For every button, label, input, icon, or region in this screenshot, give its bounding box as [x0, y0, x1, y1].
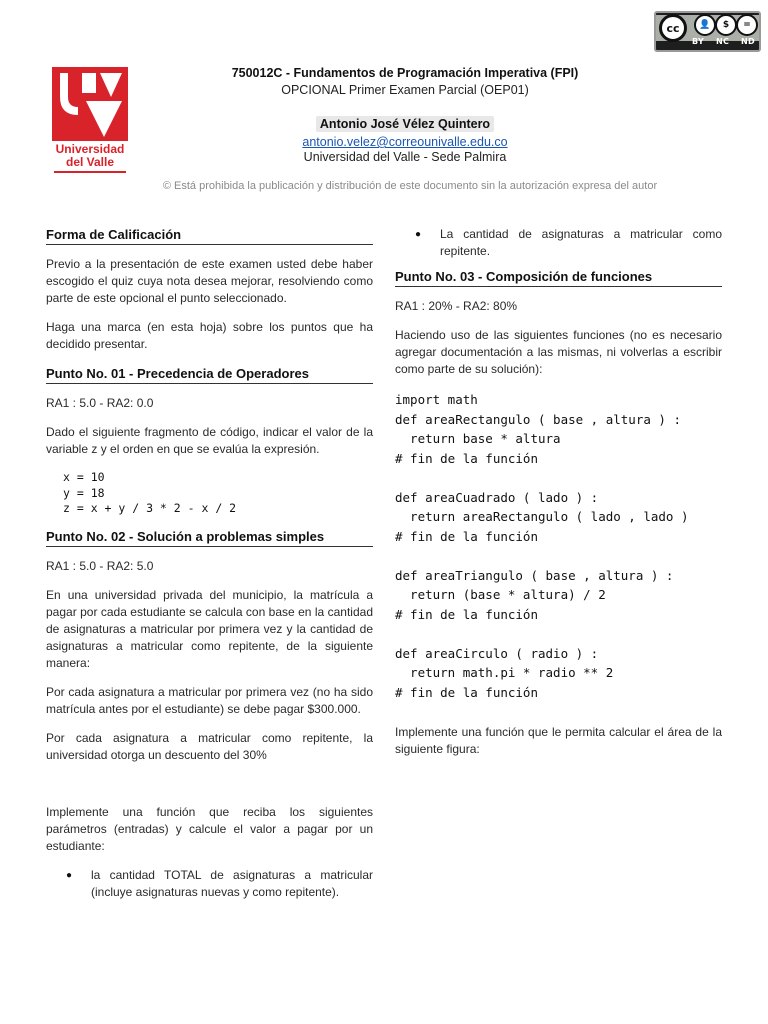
copyright-notice: © Está prohibida la publicación y distribución de este documento sin la autorización expresa del autor — [162, 180, 658, 192]
punto2-paragraph-4: Implemente una función que reciba los siguientes parámetros (entradas) y calcule el valor a pagar por un estudiante: — [46, 804, 373, 853]
grading-paragraph-1: Previo a la presentación de este examen usted debe haber escogido el quiz cuya nota desea mejorar, resolviendo como parte de este opcional el punto seleccionado. — [46, 257, 373, 305]
punto3-description: Haciendo uso de las siguientes funciones (no es necesario agregar documentación a las mismas, ni volverlas a escribir como parte de su solución): — [395, 328, 722, 376]
punto2-bullet-1: ● la cantidad TOTAL de asignaturas a matricular (incluye asignaturas nuevas y como repitente). — [46, 867, 373, 901]
author-email — [140, 135, 670, 149]
logo-emblem-icon — [52, 67, 128, 141]
punto2-paragraph-3: Por cada asignatura a matricular como repitente, la universidad otorga un descuento del 30% — [46, 730, 373, 762]
cc-icon: cc — [659, 14, 687, 42]
cc-label-nc: NC — [715, 37, 730, 46]
punto2-paragraph-2: Por cada asignatura a matricular por primera vez (no ha sido matrícula antes por el estudiante) se debe pagar $300.000. — [46, 684, 373, 716]
course-title: 750012C - Fundamentos de Programación Imperativa (FPI) — [231, 66, 579, 80]
cc-labels — [692, 37, 755, 49]
punto1-code: x = 10 y = 18 z = x + y / 3 * 2 - x / 2 — [63, 470, 237, 515]
attribution-icon: 👤 — [694, 14, 716, 36]
punto1-ra: RA1 : 5.0 - RA2: 0.0 — [46, 396, 154, 410]
left-column — [46, 226, 373, 905]
logo-text-line1: Universidad — [55, 142, 125, 156]
punto2-bullet-list-continued — [395, 226, 722, 260]
author-name — [140, 117, 670, 131]
author-email-link[interactable]: antonio.velez@correounivalle.edu.co — [302, 135, 508, 149]
cc-label-nd: ND — [741, 37, 755, 46]
punto1-description: Dado el siguiente fragmento de código, indicar el valor de la variable z y el orden en que se evalúa la expresión. — [46, 425, 373, 456]
noncommercial-icon: $ — [715, 14, 737, 36]
section-title-grading: Forma de Calificación — [46, 226, 373, 245]
right-column — [395, 226, 722, 770]
section-title-punto2: Punto No. 02 - Solución a problemas simples — [46, 528, 373, 547]
university-logo — [52, 67, 128, 174]
university-campus: Universidad del Valle - Sede Palmira — [303, 150, 507, 164]
noderivatives-icon: = — [736, 14, 758, 36]
punto3-ra: RA1 : 20% - RA2: 80% — [395, 299, 518, 313]
punto2-bullet-2: ● La cantidad de asignaturas a matricular como repitente. — [395, 226, 722, 260]
punto2-paragraph-1: En una universidad privada del municipio, la matrícula a pagar por cada estudiante se calcula con base en la cantidad de asignaturas a matricular por primera vez y la cantidad de asignaturas a matricular como repitente, de la siguiente manera: — [46, 587, 373, 670]
punto3-code: import math def areaRectangulo ( base , altura ) : return base * altura # fin de la función def areaCuadrado ( lado ) : return areaRectangulo ( lado , lado ) # fin de la función def areaTriangulo ( base , altura ) : return (base * altura) / 2 # fin de la función def areaCirculo ( radio ) : return math.pi * radio ** 2 # fin de la función — [395, 392, 689, 700]
punto2-ra: RA1 : 5.0 - RA2: 5.0 — [46, 558, 154, 573]
punto2-bullet-list — [46, 867, 373, 901]
cc-label-by: BY — [692, 37, 705, 46]
punto3-closing: Implemente una función que le permita calcular el área de la siguiente figura: — [395, 725, 722, 756]
logo-underline — [54, 171, 126, 173]
section-title-punto3: Punto No. 03 - Composición de funciones — [395, 268, 722, 287]
section-title-punto1: Punto No. 01 - Precedencia de Operadores — [46, 365, 373, 384]
logo-text-line2: del Valle — [65, 155, 115, 169]
cc-license-badge — [654, 11, 761, 52]
author-name-text: Antonio José Vélez Quintero — [316, 116, 494, 132]
grading-paragraph-2: Haga una marca (en esta hoja) sobre los puntos que ha decidido presentar. — [46, 320, 373, 351]
exam-title: OPCIONAL Primer Examen Parcial (OEP01) — [281, 83, 529, 97]
logo-emblem — [52, 67, 128, 141]
